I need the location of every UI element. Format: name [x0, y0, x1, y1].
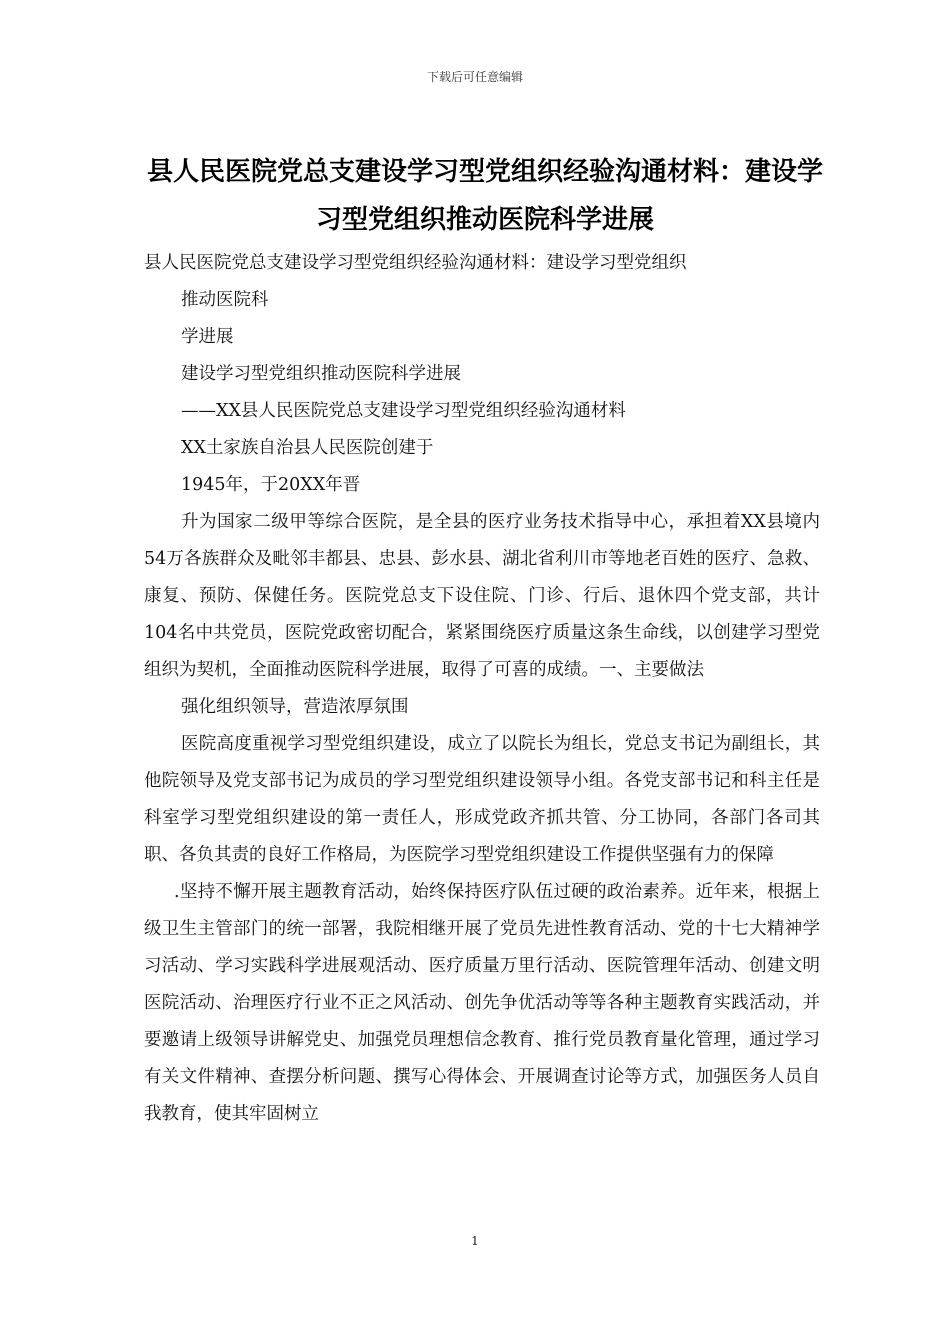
body-line: XX土家族自治县人民医院创建于 [181, 438, 434, 458]
body-paragraph: 升为国家二级甲等综合医院，是全县的医疗业务技术指导中心，承担着XX县境内54万各族群众及毗邻丰都县、忠县、彭水县、湖北省利川市等地老百姓的医疗、急救、康复、预防、保健任务。医院党总支下设住院、门诊、行后、退休四个党支部，共计104名中共党员，医院党政密切配合，紧紧围绕医疗质量这条生命线，以创建学习型党组织为契机，全面推动医院科学进展，取得了可喜的成绩。一、主要做法 [144, 512, 820, 680]
body-line: 学进展 [181, 327, 234, 347]
document-body [144, 245, 820, 1133]
body-line: 推动医院科 [181, 290, 269, 310]
section-heading: 强化组织领导，营造浓厚氛围 [181, 697, 409, 717]
body-line: 县人民医院党总支建设学习型党组织经验沟通材料：建设学习型党组织 [144, 253, 687, 273]
page-number: 1 [471, 1234, 479, 1248]
body-paragraph: .坚持不懈开展主题教育活动，始终保持医疗队伍过硬的政治素养。近年来，根据上级卫生主管部门的统一部署，我院相继开展了党员先进性教育活动、党的十七大精神学习活动、学习实践科学进展观活动、医疗质量万里行活动、医院管理年活动、创建文明医院活动、治理医疗行业不正之风活动、创先争优活动等等各种主题教育实践活动，并要邀请上级领导讲解党史、加强党员理想信念教育、推行党员教育量化管理，通过学习有关文件精神、查摆分析问题、撰写心得体会、开展调查讨论等方式，加强医务人员自我教育，使其牢固树立 [144, 882, 820, 1124]
body-line: 1945年，于20XX年晋 [181, 475, 361, 495]
header-note: 下载后可任意编辑 [426, 70, 523, 84]
body-line: 建设学习型党组织推动医院科学进展 [181, 364, 461, 384]
body-paragraph: 医院高度重视学习型党组织建设，成立了以院长为组长，党总支书记为副组长，其他院领导及党支部书记为成员的学习型党组织建设领导小组。各党支部书记和科主任是科室学习型党组织建设的第一责任人，形成党政齐抓共管、分工协同，各部门各司其职、各负其责的良好工作格局，为医院学习型党组织建设工作提供坚强有力的保障 [144, 734, 820, 865]
document-title: 县人民医院党总支建设学习型党组织经验沟通材料：建设学习型党组织推动医院科学进展 [146, 157, 823, 235]
body-line: ——XX县人民医院党总支建设学习型党组织经验沟通材料 [181, 401, 626, 421]
